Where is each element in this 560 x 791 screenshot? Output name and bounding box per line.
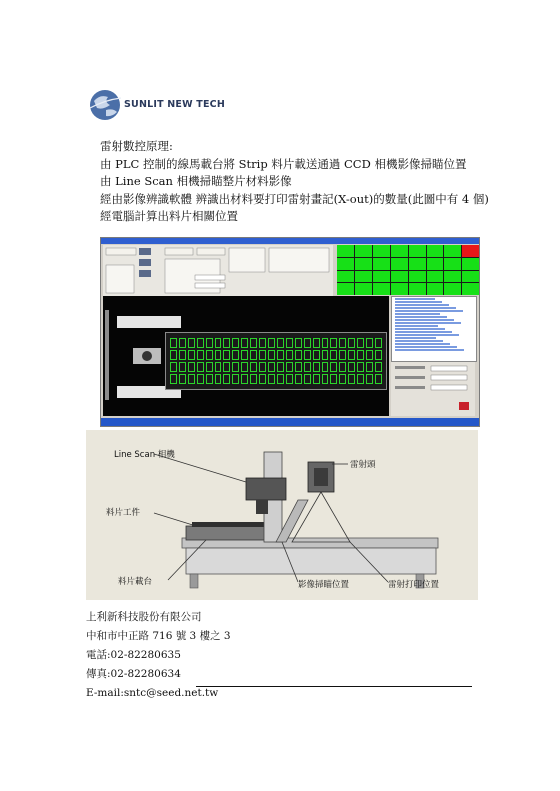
strip-cell xyxy=(357,362,364,372)
strip-cell xyxy=(313,350,320,360)
company-name: 上利新科技股份有限公司 xyxy=(86,611,202,623)
strip-unit-cells xyxy=(170,338,382,384)
list-row xyxy=(395,343,450,345)
email-address: E-mail:sntc@seed.net.tw xyxy=(86,687,219,699)
strip-cell xyxy=(206,338,213,348)
strip-cell xyxy=(375,338,382,348)
control-panel xyxy=(103,245,333,297)
grid-cell xyxy=(337,283,354,295)
phone-number: 電話:02-82280635 xyxy=(86,649,181,661)
strip-cell xyxy=(348,338,355,348)
strip-cell xyxy=(304,374,311,384)
grid-cell xyxy=(444,245,461,257)
machine-diagram xyxy=(86,430,478,600)
grid-cell xyxy=(409,271,426,283)
strip-cell xyxy=(197,374,204,384)
grid-cell xyxy=(355,258,372,270)
strip-cell xyxy=(223,362,230,372)
fax-number: 傳真:02-82280634 xyxy=(86,668,181,680)
strip-cell xyxy=(286,362,293,372)
strip-cell xyxy=(170,350,177,360)
strip-cell xyxy=(241,362,248,372)
strip-cell xyxy=(232,374,239,384)
list-row xyxy=(395,298,435,300)
list-row xyxy=(395,334,459,336)
control-panel-graphic xyxy=(103,245,333,297)
strip-cell xyxy=(366,338,373,348)
grid-cell xyxy=(355,283,372,295)
grid-cell xyxy=(444,283,461,295)
line-scan-image-viewer xyxy=(103,296,389,416)
intro-line: 由 Line Scan 相機掃瞄整片材料影像 xyxy=(100,174,292,188)
strip-cell xyxy=(375,374,382,384)
strip-cell xyxy=(330,350,337,360)
grid-cell xyxy=(337,271,354,283)
strip-cell xyxy=(170,362,177,372)
strip-cell xyxy=(232,362,239,372)
strip-cell xyxy=(179,374,186,384)
grid-cell xyxy=(355,271,372,283)
strip-cell xyxy=(241,338,248,348)
list-row xyxy=(395,322,461,324)
strip-cell xyxy=(330,374,337,384)
strip-cell xyxy=(241,350,248,360)
strip-cell xyxy=(215,338,222,348)
grid-cell xyxy=(409,258,426,270)
strip-cell xyxy=(286,350,293,360)
strip-cell xyxy=(206,374,213,384)
strip-cell xyxy=(357,338,364,348)
grid-cell xyxy=(391,271,408,283)
intro-line: 雷射數控原理: xyxy=(100,139,173,153)
result-list-panel xyxy=(391,296,477,362)
strip-cell xyxy=(366,362,373,372)
os-taskbar xyxy=(101,418,479,426)
label-laser-head: 雷射頭 xyxy=(350,460,376,470)
strip-cell xyxy=(259,374,266,384)
strip-cell xyxy=(197,338,204,348)
grid-cell xyxy=(373,271,390,283)
strip-cell xyxy=(348,362,355,372)
strip-cell xyxy=(223,350,230,360)
strip-cell xyxy=(197,362,204,372)
intro-line: 經由影像辨識軟體 辨識出材料要打印雷射畫記(X-out)的數量(此圖中有 4 個) xyxy=(100,191,489,206)
label-stage: 料片載台 xyxy=(118,577,153,587)
strip-cell xyxy=(295,350,302,360)
grid-cell xyxy=(444,271,461,283)
grid-cell xyxy=(462,245,479,257)
strip-cell xyxy=(313,362,320,372)
strip-cell xyxy=(313,338,320,348)
label-laser-position: 雷射打印位置 xyxy=(388,580,440,590)
strip-cell xyxy=(188,362,195,372)
intro-text xyxy=(100,138,489,226)
strip-cell xyxy=(250,338,257,348)
strip-cell xyxy=(268,362,275,372)
company-logo xyxy=(88,88,258,122)
list-row xyxy=(395,319,454,321)
strip-cell xyxy=(259,350,266,360)
strip-cell xyxy=(188,338,195,348)
strip-cell xyxy=(215,350,222,360)
strip-cell xyxy=(250,362,257,372)
strip-cell xyxy=(188,374,195,384)
strip-cell xyxy=(295,338,302,348)
strip-cell xyxy=(179,350,186,360)
strip-cell xyxy=(304,362,311,372)
parameter-panel xyxy=(391,362,475,416)
strip-cell xyxy=(206,350,213,360)
strip-cell xyxy=(188,350,195,360)
strip-cell xyxy=(241,374,248,384)
list-row xyxy=(395,310,463,312)
strip-cell xyxy=(197,350,204,360)
strip-cell xyxy=(304,350,311,360)
strip-cell xyxy=(286,374,293,384)
grid-cell xyxy=(427,271,444,283)
label-line-scan-camera: Line Scan 相機 xyxy=(114,450,175,460)
signature-rule xyxy=(196,686,472,687)
strip-cell xyxy=(348,374,355,384)
strip-cell xyxy=(375,362,382,372)
strip-cell xyxy=(268,350,275,360)
strip-cell xyxy=(170,374,177,384)
grid-cell xyxy=(391,258,408,270)
strip-cell xyxy=(339,350,346,360)
strip-cell xyxy=(322,362,329,372)
strip-cell xyxy=(250,374,257,384)
logo-wordmark: SUNLIT NEW TECH xyxy=(124,99,226,110)
grid-cell xyxy=(462,258,479,270)
strip-cell xyxy=(339,362,346,372)
strip-cell xyxy=(170,338,177,348)
list-row xyxy=(395,316,447,318)
strip-cell xyxy=(250,350,257,360)
strip-cell xyxy=(313,374,320,384)
intro-line: 由 PLC 控制的線馬載台將 Strip 料片載送通過 CCD 相機影像掃瞄位置 xyxy=(100,156,467,171)
strip-cell xyxy=(206,362,213,372)
grid-cell xyxy=(409,283,426,295)
strip-cell xyxy=(366,350,373,360)
globe-logo-icon xyxy=(88,88,122,122)
list-row xyxy=(395,328,445,330)
grid-cell xyxy=(462,283,479,295)
list-row xyxy=(395,304,449,306)
strip-cell xyxy=(259,362,266,372)
strip-cell xyxy=(357,350,364,360)
list-row xyxy=(395,340,443,342)
strip-cell xyxy=(268,338,275,348)
strip-cell xyxy=(304,338,311,348)
grid-cell xyxy=(373,258,390,270)
list-row xyxy=(395,331,452,333)
strip-cell xyxy=(339,374,346,384)
list-row xyxy=(395,313,440,315)
grid-cell xyxy=(355,245,372,257)
strip-cell xyxy=(215,374,222,384)
strip-cell xyxy=(322,374,329,384)
software-screenshot xyxy=(100,237,480,427)
grid-cell xyxy=(462,271,479,283)
strip-cell xyxy=(277,374,284,384)
strip-cell xyxy=(375,350,382,360)
strip-cell xyxy=(223,338,230,348)
strip-cell xyxy=(286,338,293,348)
strip-cell xyxy=(330,362,337,372)
grid-cell xyxy=(373,245,390,257)
grid-cell xyxy=(427,283,444,295)
strip-cell xyxy=(277,362,284,372)
strip-cell xyxy=(322,350,329,360)
company-address: 中和市中正路 716 號 3 樓之 3 xyxy=(86,630,231,642)
strip-cell xyxy=(179,338,186,348)
strip-cell xyxy=(179,362,186,372)
strip-cell xyxy=(348,350,355,360)
contact-footer xyxy=(86,608,231,703)
strip-cell xyxy=(295,374,302,384)
list-row xyxy=(395,307,456,309)
strip-cell xyxy=(223,374,230,384)
grid-cell xyxy=(337,258,354,270)
list-row xyxy=(395,346,457,348)
strip-cell xyxy=(295,362,302,372)
window-title-bar xyxy=(101,238,479,244)
strip-cell xyxy=(330,338,337,348)
grid-cell xyxy=(409,245,426,257)
strip-cell xyxy=(339,338,346,348)
grid-cell xyxy=(391,245,408,257)
strip-cell xyxy=(366,374,373,384)
label-workpiece: 料片工件 xyxy=(106,508,141,518)
strip-cell xyxy=(259,338,266,348)
grid-cell xyxy=(391,283,408,295)
grid-cell xyxy=(337,245,354,257)
label-scan-position: 影像掃瞄位置 xyxy=(298,580,350,590)
strip-cell xyxy=(232,338,239,348)
grid-cell xyxy=(444,258,461,270)
strip-cell xyxy=(215,362,222,372)
intro-line: 經電腦計算出料片相關位置 xyxy=(100,209,238,223)
list-row xyxy=(395,325,438,327)
strip-cell xyxy=(268,374,275,384)
strip-cell xyxy=(357,374,364,384)
list-row xyxy=(395,301,442,303)
parameter-panel-graphic xyxy=(391,362,475,416)
grid-cell xyxy=(373,283,390,295)
list-row xyxy=(395,337,436,339)
strip-cell xyxy=(277,338,284,348)
strip-cell xyxy=(277,350,284,360)
strip-cell xyxy=(322,338,329,348)
strip-material xyxy=(165,332,387,390)
xout-result-grid xyxy=(337,245,480,295)
grid-cell xyxy=(427,258,444,270)
grid-cell xyxy=(427,245,444,257)
list-row xyxy=(395,349,464,351)
strip-cell xyxy=(232,350,239,360)
